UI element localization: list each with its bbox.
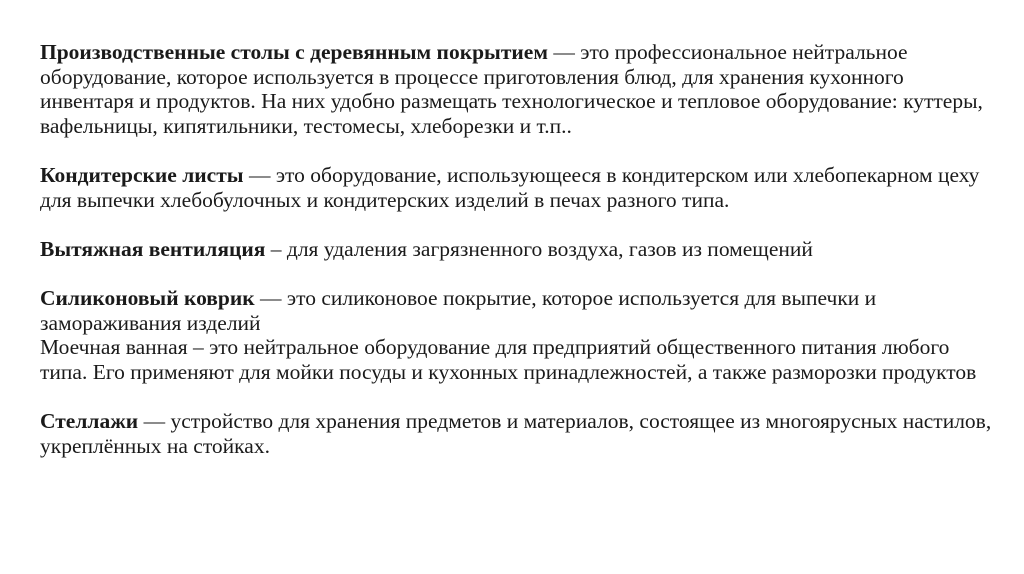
definition-production-tables: — это профессиональное нейтральное оборудование, которое используется в процессе приготовления блюд, для хранения кухонного инвентаря и продуктов. На них удобно размещать технологическое и тепловое оборудование: куттеры, вафельницы, кипятильники, тестомесы, хлеборезки и т.п.. — [40, 40, 983, 138]
paragraph-spacer — [40, 212, 1000, 237]
paragraph-washing-bath — [40, 335, 1000, 384]
definition-confectionery-sheets: — это оборудование, использующееся в кондитерском или хлебопекарном цеху для выпечки хлебобулочных и кондитерских изделий в печах разного типа. — [40, 162, 980, 212]
paragraph-spacer — [40, 261, 1000, 286]
term-production-tables: Производственные столы с деревянным покрытием — [40, 40, 548, 64]
paragraph-silicone-mat — [40, 286, 1000, 335]
paragraph-spacer — [40, 384, 1000, 409]
term-silicone-mat: Силиконовый коврик — [40, 285, 255, 310]
definition-shelving: — устройство для хранения предметов и материалов, состоящее из многоярусных настилов, укреплённых на стойках. — [40, 408, 992, 458]
term-confectionery-sheets: Кондитерские листы — [40, 162, 244, 187]
paragraph-exhaust-ventilation — [40, 237, 1000, 262]
paragraph-production-tables — [40, 40, 1000, 138]
term-shelving: Стеллажи — [40, 408, 139, 433]
definition-exhaust-ventilation: – для удаления загрязненного воздуха, газов из помещений — [265, 236, 813, 261]
paragraph-shelving — [40, 409, 1000, 458]
definition-silicone-mat: — это силиконовое покрытие, которое используется для выпечки и замораживания изделий — [40, 285, 877, 335]
paragraph-confectionery-sheets — [40, 163, 1000, 212]
term-exhaust-ventilation: Вытяжная вентиляция — [40, 236, 266, 261]
definition-washing-bath: Моечная ванная – это нейтральное оборудование для предприятий общественного питания любого типа. Его применяют для мойки посуды и кухонных принадлежностей, а также разморозки продуктов — [40, 335, 977, 384]
paragraph-spacer — [40, 138, 1000, 163]
slide-text-block — [40, 40, 1000, 458]
